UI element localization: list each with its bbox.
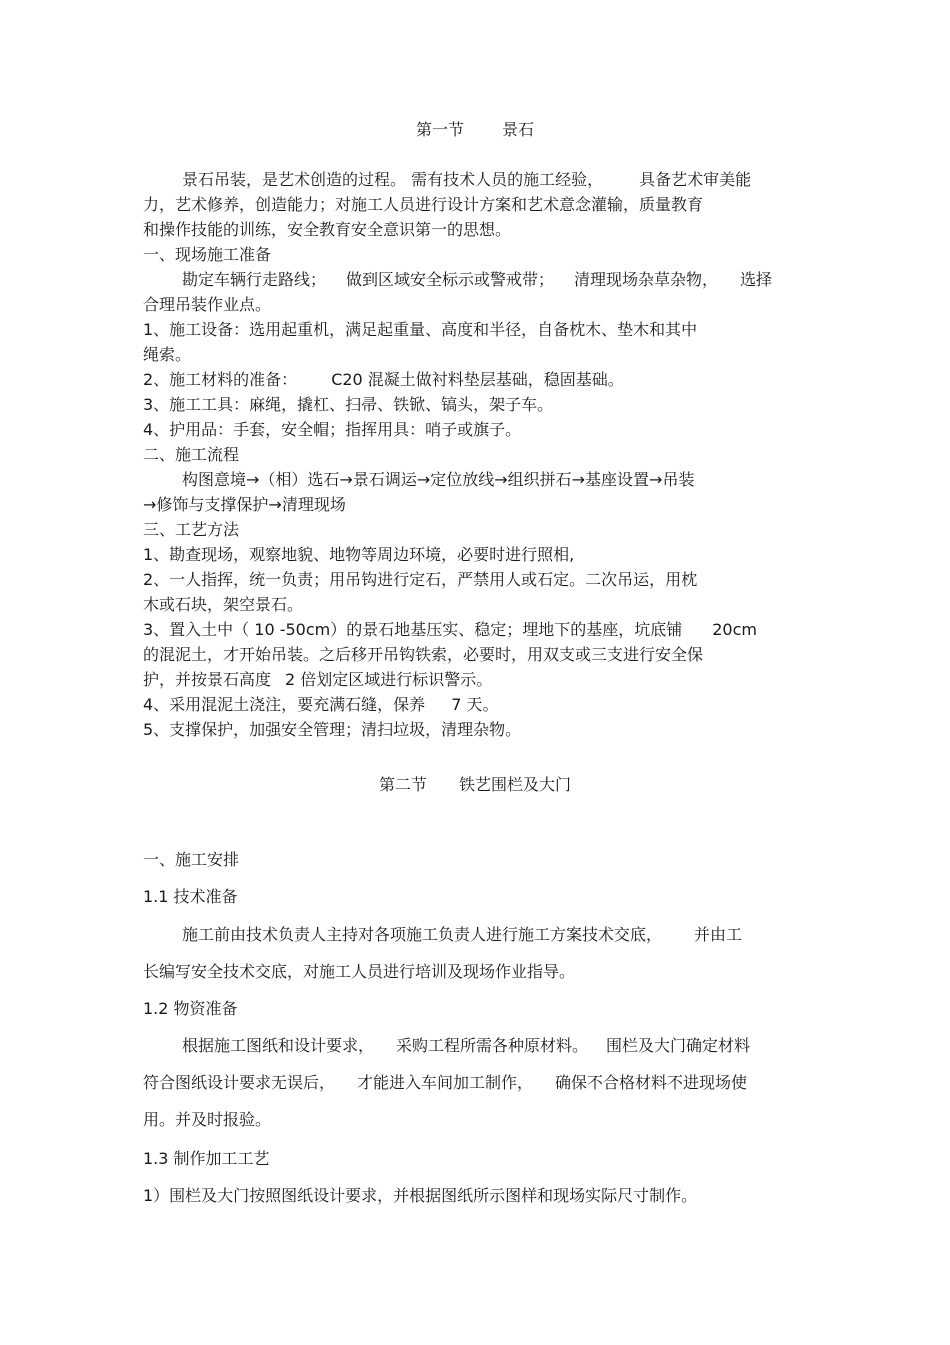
method-item-4-text-a: 4、采用混泥土浇注，要充满石缝，保养 [143, 695, 426, 714]
material-prep-text-d: 符合图纸设计要求无误后， [143, 1073, 336, 1092]
section1-heading-title: 景石 [502, 120, 535, 139]
tools-line: 3、施工工具：麻绳，撬杠、扫帚、铁锨、镐头，架子车。 [143, 395, 554, 414]
fabrication-heading: 1.3 制作加工工艺 [143, 1149, 270, 1168]
material-prep-text-c: 围栏及大门确定材料 [606, 1036, 751, 1055]
site-prep-line-1 [182, 270, 772, 290]
site-prep-text-a: 勘定车辆行走路线； [182, 270, 327, 289]
material-prep-text-b: 采购工程所需各种原材料。 [396, 1036, 589, 1055]
method-item-3-text-d: 2 倍划定区域进行标识警示。 [285, 670, 493, 689]
site-prep-heading: 一、现场施工准备 [143, 245, 272, 264]
material-prep-line-2 [143, 1073, 747, 1093]
process-line-2: →修饰与支撑保护→清理现场 [143, 495, 346, 514]
method-item-5: 5、支撑保护，加强安全管理；清扫垃圾，清理杂物。 [143, 720, 522, 739]
section1-intro-line-1 [182, 170, 751, 190]
method-item-3-line-3 [143, 670, 492, 690]
tech-prep-line-1 [182, 925, 742, 945]
material-prep-line-3: 用。并及时报验。 [143, 1110, 272, 1129]
tech-prep-heading: 1.1 技术准备 [143, 887, 238, 906]
section1-intro-line-3: 和操作技能的训练，安全教育安全意识第一的思想。 [143, 220, 512, 239]
process-heading: 二、施工流程 [143, 445, 240, 464]
site-prep-line-2: 合理吊装作业点。 [143, 295, 272, 314]
method-item-4 [143, 695, 498, 715]
tech-prep-line-2: 长编写安全技术交底，对施工人员进行培训及现场作业指导。 [143, 962, 576, 981]
equipment-line-1: 1、施工设备：选用起重机，满足起重量、高度和半径，自备枕木、垫木和其中 [143, 320, 698, 339]
intro-text-b: 具备艺术审美能 [639, 170, 752, 189]
section2-heading [0, 775, 950, 795]
arrangement-heading: 一、施工安排 [143, 850, 240, 869]
tech-prep-text-b: 并由工 [694, 925, 743, 944]
site-prep-text-c: 清理现场杂草杂物， [574, 270, 719, 289]
tech-prep-text-a: 施工前由技术负责人主持对各项施工负责人进行施工方案技术交底， [182, 925, 663, 944]
method-item-2-line-2: 木或石块，架空景石。 [143, 595, 304, 614]
section2-heading-number: 第二节 [378, 775, 427, 794]
section1-heading-number: 第一节 [415, 120, 464, 139]
site-prep-text-d: 选择 [740, 270, 773, 289]
method-item-3-text-b: 20cm [712, 620, 757, 639]
method-item-3-text-a: 3、置入土中（ 10 -50cm）的景石地基压实、稳定；埋地下的基座，坑底铺 [143, 620, 683, 639]
section1-heading [0, 120, 950, 140]
intro-text-a: 景石吊装，是艺术创造的过程。 需有技术人员的施工经验， [182, 170, 604, 189]
method-item-3-line-2: 的混泥土，才开始吊装。之后移开吊钩铁索，必要时，用双支或三支进行安全保 [143, 645, 704, 664]
materials-text: C20 混凝土做衬料垫层基础，稳固基础。 [331, 370, 624, 389]
protective-gear-line: 4、护用品：手套，安全帽；指挥用具：哨子或旗子。 [143, 420, 522, 439]
method-item-1: 1、勘查现场，观察地貌、地物等周边环境，必要时进行照相, [143, 545, 575, 564]
materials-line [143, 370, 624, 390]
material-prep-line-1 [182, 1036, 750, 1056]
material-prep-text-e: 才能进入车间加工制作， [357, 1073, 534, 1092]
method-item-4-text-b: 7 天。 [451, 695, 499, 714]
material-prep-text-f: 确保不合格材料不进现场使 [555, 1073, 748, 1092]
method-item-3-text-c: 护，并按景石高度 [143, 670, 272, 689]
method-item-2-line-1: 2、一人指挥，统一负责；用吊钩进行定石，严禁用人或石定。二次吊运，用枕 [143, 570, 698, 589]
equipment-line-2: 绳索。 [143, 345, 192, 364]
site-prep-text-b: 做到区域安全标示或警戒带； [346, 270, 555, 289]
material-prep-heading: 1.2 物资准备 [143, 999, 238, 1018]
process-line-1: 构图意境→（相）选石→景石调运→定位放线→组织拼石→基座设置→吊装 [182, 470, 695, 489]
materials-label: 2、施工材料的准备： [143, 370, 298, 389]
fabrication-line-1: 1）围栏及大门按照图纸设计要求，并根据图纸所示图样和现场实际尺寸制作。 [143, 1186, 698, 1205]
section1-intro-line-2: 力，艺术修养，创造能力；对施工人员进行设计方案和艺术意念灌输，质量教育 [143, 195, 704, 214]
method-item-3-line-1 [143, 620, 757, 640]
method-heading: 三、工艺方法 [143, 520, 240, 539]
section2-heading-title: 铁艺围栏及大门 [459, 775, 572, 794]
material-prep-text-a: 根据施工图纸和设计要求， [182, 1036, 375, 1055]
